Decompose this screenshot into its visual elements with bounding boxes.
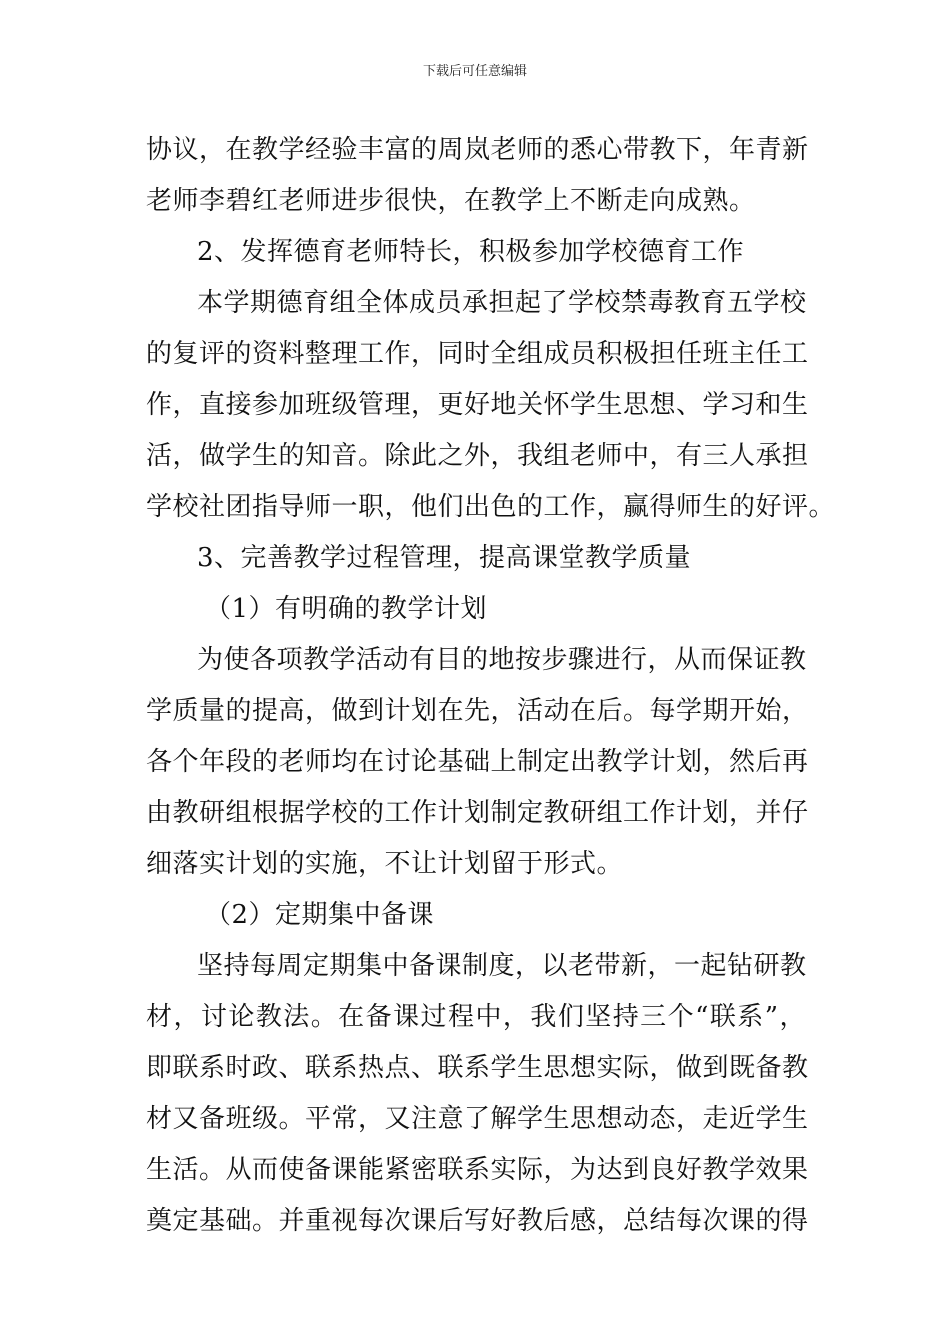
- body-line: 细落实计划的实施，不让计划留于形式。: [146, 849, 624, 879]
- body-line: 坚持每周定期集中备课制度，以老带新，一起钻研教: [197, 951, 807, 981]
- body-line: 各个年段的老师均在讨论基础上制定出教学计划，然后再: [146, 747, 809, 777]
- body-line: 活，做学生的知音。除此之外，我组老师中，有三人承担: [146, 441, 809, 471]
- subsection-heading: （2）定期集中备课: [205, 900, 435, 930]
- subsection-heading: （1）有明确的教学计划: [205, 594, 488, 624]
- body-line: 本学期德育组全体成员承担起了学校禁毒教育五学校: [197, 288, 807, 318]
- body-line: 老师李碧红老师进步很快，在教学上不断走向成熟。: [146, 186, 756, 216]
- body-line: 的复评的资料整理工作，同时全组成员积极担任班主任工: [146, 339, 809, 369]
- body-line: 作，直接参加班级管理，更好地关怀学生思想、学习和生: [146, 390, 809, 420]
- body-line: 为使各项教学活动有目的地按步骤进行，从而保证教: [197, 645, 807, 675]
- body-line: 生活。从而使备课能紧密联系实际，为达到良好教学效果: [146, 1155, 809, 1185]
- body-line: 学质量的提高，做到计划在先，活动在后。每学期开始，: [146, 696, 809, 726]
- page-header: 下载后可任意编辑: [422, 64, 527, 79]
- body-line: 由教研组根据学校的工作计划制定教研组工作计划，并仔: [146, 798, 809, 828]
- body-line: 材，讨论教法。在备课过程中，我们坚持三个“联系”，: [146, 1002, 806, 1032]
- body-line: 协议，在教学经验丰富的周岚老师的悉心带教下，年青新: [146, 135, 809, 165]
- section-heading: 2、发挥德育老师特长，积极参加学校德育工作: [197, 237, 745, 267]
- body-line: 奠定基础。并重视每次课后写好教后感，总结每次课的得: [146, 1206, 809, 1236]
- body-line: 材又备班级。平常，又注意了解学生思想动态，走近学生: [146, 1104, 809, 1134]
- body-line: 学校社团指导师一职，他们出色的工作，赢得师生的好评。: [146, 492, 836, 522]
- section-heading: 3、完善教学过程管理，提高课堂教学质量: [197, 543, 692, 573]
- body-line: 即联系时政、联系热点、联系学生思想实际，做到既备教: [146, 1053, 809, 1083]
